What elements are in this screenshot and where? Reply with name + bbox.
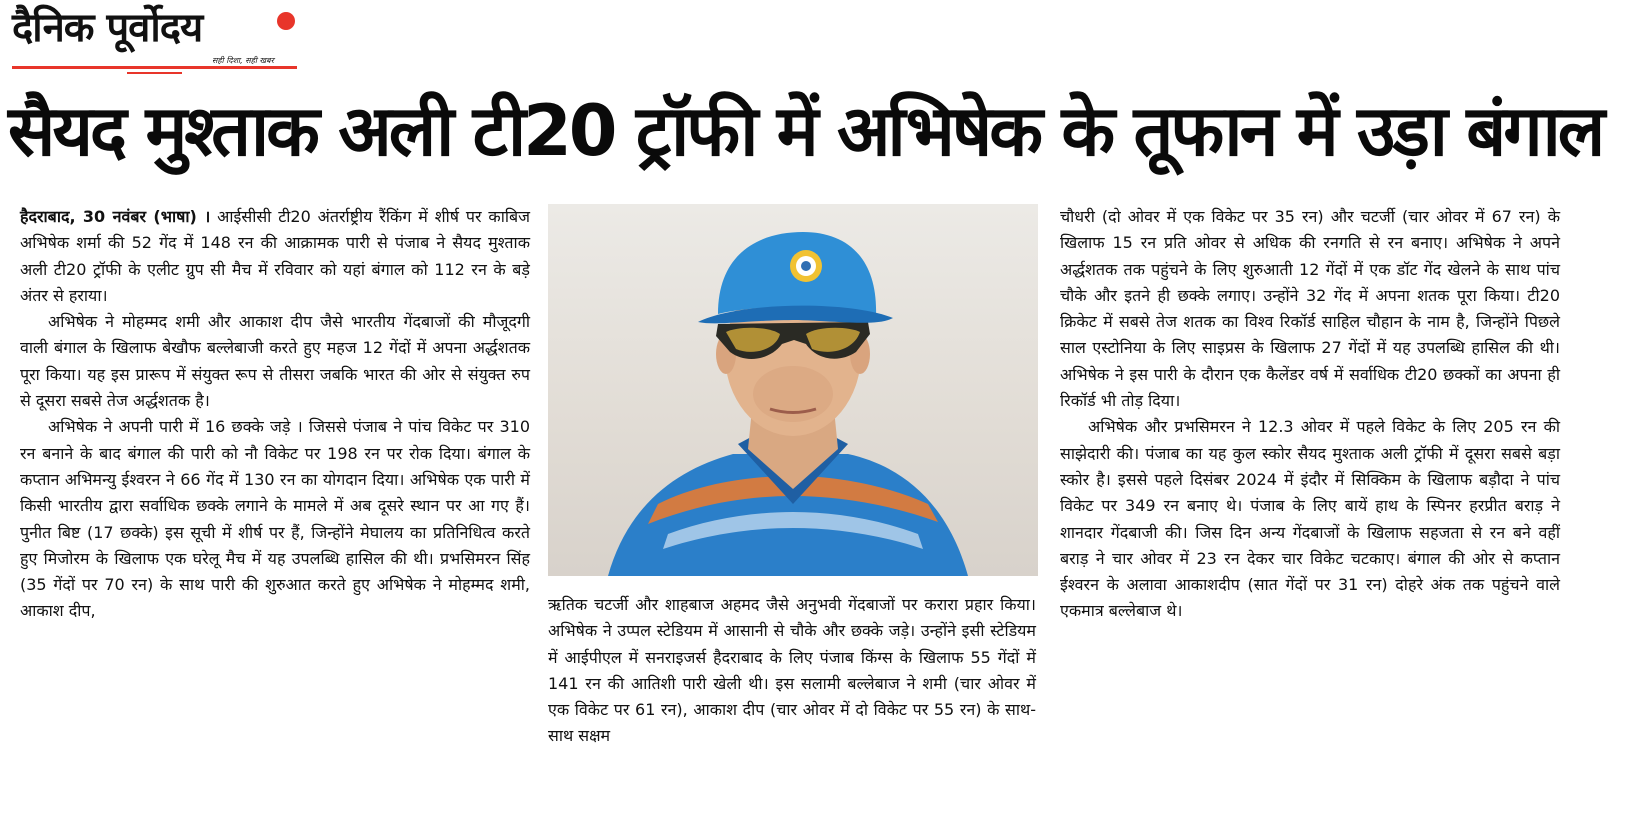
headline: सैयद मुश्ताक अली टी20 ट्रॉफी में अभिषेक के तूफान में उड़ा बंगाल: [8, 90, 1603, 172]
player-photo: [548, 204, 1038, 576]
paragraph: चौधरी (दो ओवर में एक विकेट पर 35 रन) और चटर्जी (चार ओवर में 67 रन) के खिलाफ 15 रन प्रति ओवर से अधिक की रनगति से रन बनाए। अभिषेक ने अपने अर्द्धशतक तक पहुंचने के लिए शुरुआती 12 गेंदों में एक डॉट गेंद खेलने के साथ पांच चौके और इतने ही छक्के लगाए। उन्होंने 32 गेंद में अपना शतक पूरा किया। टी20 क्रिकेट में सबसे तेज शतक का विश्व रिकॉर्ड साहिल चौहान के नाम है, जिन्होंने पिछले साल एस्टोनिया के लिए साइप्रस के खिलाफ 27 गेंदों में यह उपलब्धि हासिल की थी। अभिषेक ने इस पारी के दौरान एक कैलेंडर वर्ष में सर्वाधिक टी20 छक्कों का अपना ही रिकॉर्ड भी तोड़ दिया।: [1060, 207, 1560, 411]
tagline: सही दिशा, सही खबर: [212, 56, 274, 65]
masthead-accent-rule: [127, 72, 182, 74]
masthead: [12, 4, 302, 72]
article-column-2: [548, 592, 1036, 750]
masthead-rule: [12, 66, 297, 69]
paragraph: अभिषेक और प्रभसिमरन ने 12.3 ओवर में पहले विकेट के लिए 205 रन की साझेदारी की। पंजाब का यह कुल स्कोर सैयद मुश्ताक अली ट्रॉफी में दूसरा सबसे बड़ा स्कोर है। इससे पहले दिसंबर 2024 में इंदौर में सिक्किम के खिलाफ बड़ौदा ने पांच विकेट पर 349 रन बनाए थे। पंजाब के लिए बायें हाथ के स्पिनर हरप्रीत बराड़ ने शानदार गेंदबाजी की। जिस दिन अन्य गेंदबाजों के खिलाफ सहजता से रन बने वहीं बराड़ ने चार ओवर में 23 रन देकर चार विकेट चटकाए। बंगाल की ओर से कप्तान ईश्वरन के अलावा आकाशदीप (सात गेंदों पर 31 रन) दोहरे अंक तक पहुंचने वाले एकमात्र बल्लेबाज थे।: [1060, 417, 1560, 621]
player-portrait-illustration: [548, 204, 1038, 576]
paragraph: अभिषेक ने मोहम्मद शमी और आकाश दीप जैसे भारतीय गेंदबाजों की मौजूदगी वाली बंगाल के खिलाफ बेखौफ बल्लेबाजी करते हुए महज 12 गेंदों में अपना अर्द्धशतक पूरा किया। यह इस प्रारूप में संयुक्त रूप से तीसरा जबकि भारत की ओर से संयुक्त रुप से दूसरा सबसे तेज अर्द्धशतक है।: [20, 312, 530, 411]
brand-dot-icon: [277, 12, 295, 30]
article-column-1: [20, 204, 530, 625]
dateline: हैदराबाद, 30 नवंबर (भाषा) ।: [20, 207, 211, 226]
paragraph-text: आईसीसी टी20 अंतर्राष्ट्रीय रैंकिंग में शीर्ष पर काबिज अभिषेक शर्मा की 52 गेंद में 148 रन की आक्रामक पारी से पंजाब ने सैयद मुश्ताक अली टी20 ट्रॉफी के एलीट ग्रुप सी मैच में रविवार को यहां बंगाल को 112 रन के बड़े अंतर से हराया।: [20, 207, 530, 305]
paragraph: ऋतिक चटर्जी और शाहबाज अहमद जैसे अनुभवी गेंदबाजों पर करारा प्रहार किया। अभिषेक ने उप्पल स्टेडियम में आसानी से चौके और छक्के जड़े। उन्होंने इसी स्टेडियम में आईपीएल में सनराइजर्स हैदराबाद के लिए पंजाब किंग्स के खिलाफ 55 गेंदों में 141 रन की आतिशी पारी खेली थी। इस सलामी बल्लेबाज ने शमी (चार ओवर में एक विकेट पर 61 रन), आकाश दीप (चार ओवर में दो विकेट पर 55 रन) के साथ-साथ सक्षम: [548, 595, 1036, 746]
article-column-3: [1060, 204, 1560, 625]
paragraph: [20, 204, 530, 309]
paragraph: अभिषेक ने अपनी पारी में 16 छक्के जड़े । जिससे पंजाब ने पांच विकेट पर 310 रन बनाने के बाद बंगाल की पारी को नौ विकेट पर 198 रन पर रोक दिया। बंगाल के कप्तान अभिमन्यु ईश्वरन ने 66 गेंद में 130 रन का योगदान दिया। अभिषेक एक पारी में किसी भारतीय द्वारा सर्वाधिक छक्के लगाने के मामले में अब दूसरे स्थान पर आ गए हैं। पुनीत बिष्ट (17 छक्के) इस सूची में शीर्ष पर हैं, जिन्होंने मेघालय का प्रतिनिधित्व करते हुए मिजोरम के खिलाफ एक घरेलू मैच में यह उपलब्धि हासिल की थी। प्रभसिमरन सिंह (35 गेंदों पर 70 रन) के साथ पारी की शुरुआत करते हुए अभिषेक ने मोहम्मद शमी, आकाश दीप,: [20, 417, 530, 621]
brand-logo: दैनिक पूर्वोदय: [12, 5, 203, 51]
